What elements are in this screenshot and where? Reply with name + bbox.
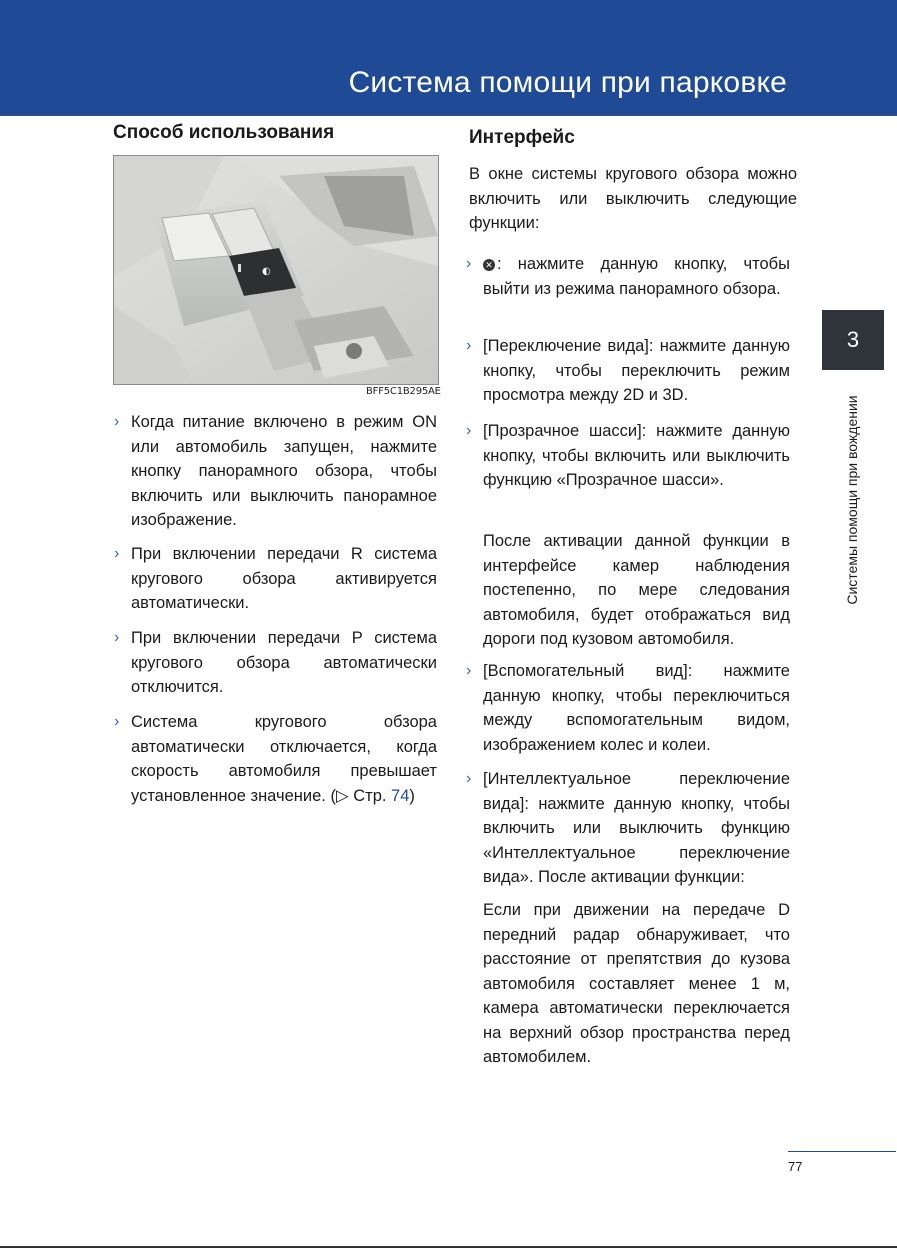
- list-item: [114, 710, 437, 808]
- chevron-right-icon: ›: [114, 413, 120, 430]
- list-item-text: Когда питание включено в режим ON или автомобиль запущен, нажмите кнопку панорамного обзора, чтобы включить или выключить панорамное изображение.: [131, 413, 437, 529]
- chevron-right-icon: ›: [466, 770, 472, 787]
- page-number: 77: [788, 1159, 803, 1174]
- section-heading-usage: Способ использования: [113, 122, 335, 143]
- chapter-number: 3: [846, 327, 860, 352]
- chevron-right-icon: ›: [114, 713, 120, 730]
- list-item: [466, 419, 790, 493]
- list-item: [114, 626, 437, 700]
- list-item: [466, 659, 790, 757]
- list-item-text: [Интеллектуальное переключение вида]: нажмите данную кнопку, чтобы включить или выключить функцию «Интеллектуальное переключение вида». После активации функции:: [483, 770, 790, 886]
- chevron-right-icon: ›: [466, 337, 472, 354]
- page-reference-icon: ▷: [335, 786, 349, 805]
- list-item: [466, 252, 790, 301]
- list-item-text: [Вспомогательный вид]: нажмите данную кнопку, чтобы переключиться между вспомогательным видом, изображением колес и колеи.: [483, 662, 790, 754]
- chevron-right-icon: ›: [114, 545, 120, 562]
- chapter-tab: [822, 310, 884, 370]
- list-item: [114, 542, 437, 616]
- chevron-right-icon: ›: [466, 662, 472, 679]
- page-reference-label: Стр.: [348, 786, 392, 805]
- list-item-text: При включении передачи P система кругового обзора автоматически отключится.: [131, 629, 437, 696]
- close-circle-icon: ✕: [483, 259, 495, 271]
- list-item-text: [Прозрачное шасси]: нажмите данную кнопку, чтобы включить или выключить функцию «Прозрачное шасси».: [483, 422, 790, 489]
- svg-text:◐: ◐: [262, 266, 271, 277]
- list-item: [466, 767, 790, 890]
- chevron-right-icon: ›: [466, 422, 472, 439]
- section-heading-interface: Интерфейс: [469, 127, 575, 148]
- list-item: [114, 410, 437, 533]
- figure-caption: BFF5C1B295AE: [366, 386, 441, 397]
- chapter-label: Системы помощи при вождении: [844, 395, 860, 605]
- list-item-text: [Переключение вида]: нажмите данную кнопку, чтобы переключить режим просмотра между 2D и 3D.: [483, 337, 790, 404]
- page-title: Система помощи при парковке: [348, 66, 787, 99]
- intro-paragraph: В окне системы кругового обзора можно включить или выключить следующие функции:: [469, 165, 797, 232]
- header-divider: [0, 114, 897, 116]
- list-item: [466, 334, 790, 408]
- list-item-text: : нажмите данную кнопку, чтобы выйти из режима панорамного обзора.: [483, 255, 790, 298]
- transparent-chassis-note: После активации данной функции в интерфейсе камер наблюдения постепенно, по мере следования автомобиля, будет отображаться вид дороги под кузовом автомобиля.: [483, 532, 790, 648]
- list-item-text: Система кругового обзора автоматически отключается, когда скорость автомобиля превышает установленное значение. (: [131, 713, 437, 805]
- chevron-right-icon: ›: [114, 629, 120, 646]
- list-item-text-end: ): [409, 786, 415, 805]
- parking-button-photo: [113, 155, 439, 385]
- list-item-text: При включении передачи R система кругового обзора активируется автоматически.: [131, 545, 437, 612]
- page-reference-link[interactable]: 74: [391, 786, 410, 805]
- footer-rule: [788, 1151, 896, 1152]
- smart-switch-note: Если при движении на передаче D передний радар обнаруживает, что расстояние от препятствия до кузова автомобиля составляет менее 1 м, камера автоматически переключается на верхний обзор пространства перед автомобилем.: [483, 901, 790, 1066]
- chevron-right-icon: ›: [466, 255, 472, 272]
